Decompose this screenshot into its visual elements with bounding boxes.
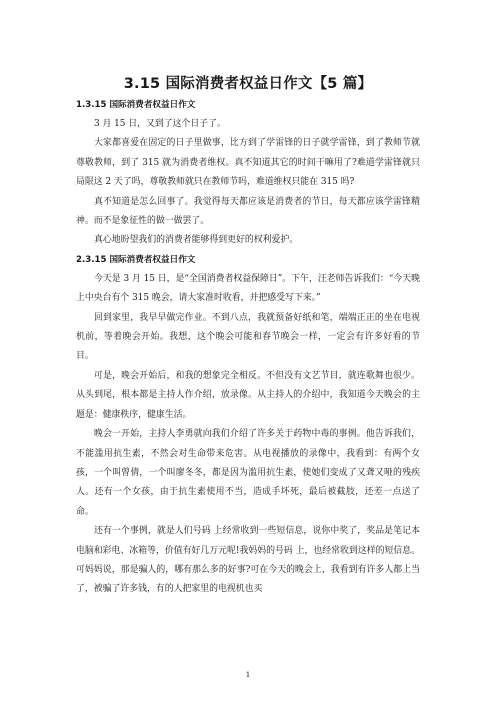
section-2 — [76, 251, 420, 600]
paragraph: 真不知道是怎么回事了。我觉得每天都应该是消费者的节日，每天都应该学雷锋精神。而不是象征性的做一做罢了。 — [76, 196, 420, 227]
section-1 — [76, 96, 420, 251]
paragraph: 大家都喜爱在固定的日子里做事，比方到了学雷锋的日子就学雷锋，到了教师节就尊敬教师，到了 315 就为消费者维权。真不知道其它的时间干嘛用了?难道学雷锋就只局限这 2 天了吗，尊敬教师就只在教师节吗，难道维权只能在 315 吗? — [76, 138, 420, 188]
paragraph: 可是，晚会开始后，和我的想象完全相反。不但没有文艺节目，就连歌舞也很少。从头到尾，根本都是主持人作介绍，放录像。从主持人的介绍中，我知道今天晚会的主题是：健康秩序，健康生活。 — [76, 370, 420, 420]
section-heading: 2.3.15 国际消费者权益日作文 — [76, 254, 196, 265]
page-number: 1 — [245, 670, 251, 679]
paragraph: 3 月 15 日，又到了这个日子了。 — [94, 119, 226, 129]
paragraph: 晚会一开始，主持人李勇就向我们介绍了许多关于药物中毒的事例。他告诉我们，不能滥用抗生素，不然会对生命带来危害。从电视播放的录像中，我看到：有两个女孩，一个叫曾倩，一个叫廖冬冬，都是因为滥用抗生素，使她们变成了又聋又哑的残疾人。还有一个女孩，由于抗生素使用不当，造成手坏死，最后被截肢，还差一点送了命。 — [76, 429, 420, 517]
document-title: 3.15 国际消费者权益日作文【5 篇】 — [123, 76, 373, 92]
paragraph: 今天是 3 月 15 日，是“全国消费者权益保障日”。下午，汪老师告诉我们：“今天晚上中央台有个 315 晚会，请大家准时收看，并把感受写下来。” — [76, 273, 420, 304]
document-body — [76, 96, 420, 600]
paragraph: 真心地盼望我们的消费者能够得到更好的权利爱护。 — [94, 235, 299, 246]
paragraph: 回到家里，我早早做完作业。不到八点，我就预备好纸和笔，端端正正的坐在电视机前，等着晚会开始。我想，这个晚会可能和春节晚会一样，一定会有许多好看的节目。 — [76, 312, 420, 362]
section-heading: 1.3.15 国际消费者权益日作文 — [76, 100, 196, 110]
paragraph: 还有一个事例，就是人们号码 上经常收到一些短信息，说你中奖了，奖品是笔记本电脑和彩电、冰箱等，价值有好几万元呢!我妈妈的号码 上，也经常收到这样的短信息。可妈妈说，那是骗人的，哪有那么多的好事?可在今天的晚会上，我看到有许多人都上当了，被骗了许多钱，有的人把家里的电视机也买 — [76, 526, 420, 595]
